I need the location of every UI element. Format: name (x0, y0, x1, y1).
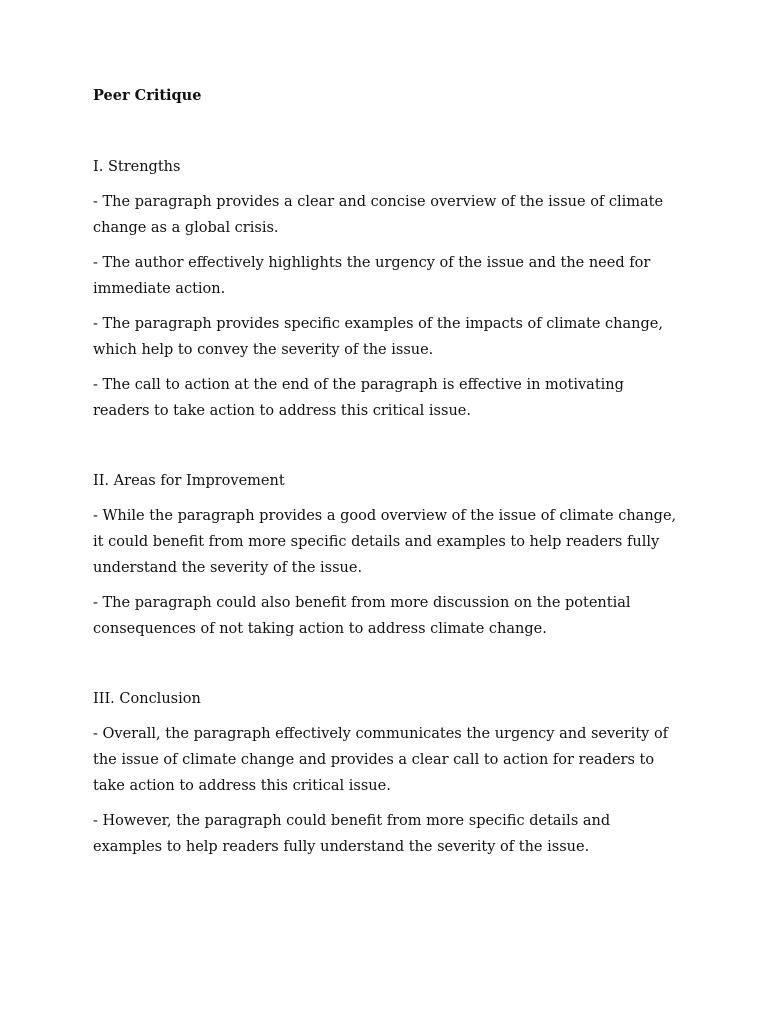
bullet-item: - However, the paragraph could benefit from more specific details and examples to help readers fully understand the severity of the issue. (93, 813, 611, 855)
section-heading: III. Conclusion (93, 691, 201, 707)
bullet-item: - Overall, the paragraph effectively communicates the urgency and severity of the issue of climate change and provides a clear call to action for readers to take action to address this critical issue. (93, 726, 669, 794)
section-areas-for-improvement (93, 468, 683, 642)
bullet-item: - The paragraph provides specific examples of the impacts of climate change, which help to convey the severity of the issue. (93, 316, 663, 358)
bullet-item: - The paragraph could also benefit from more discussion on the potential consequences of not taking action to address climate change. (93, 595, 631, 637)
document-body (93, 84, 683, 869)
document-title: Peer Critique (93, 87, 202, 104)
section-conclusion (93, 686, 683, 860)
bullet-item: - The author effectively highlights the urgency of the issue and the need for immediate action. (93, 255, 651, 297)
section-strengths (93, 154, 683, 424)
bullet-item: - The paragraph provides a clear and concise overview of the issue of climate change as a global crisis. (93, 194, 664, 236)
section-heading: II. Areas for Improvement (93, 473, 285, 489)
section-heading: I. Strengths (93, 159, 181, 175)
bullet-item: - While the paragraph provides a good overview of the issue of climate change, it could benefit from more specific details and examples to help readers fully understand the severity of the issue. (93, 508, 677, 576)
bullet-item: - The call to action at the end of the paragraph is effective in motivating readers to take action to address this critical issue. (93, 377, 624, 419)
